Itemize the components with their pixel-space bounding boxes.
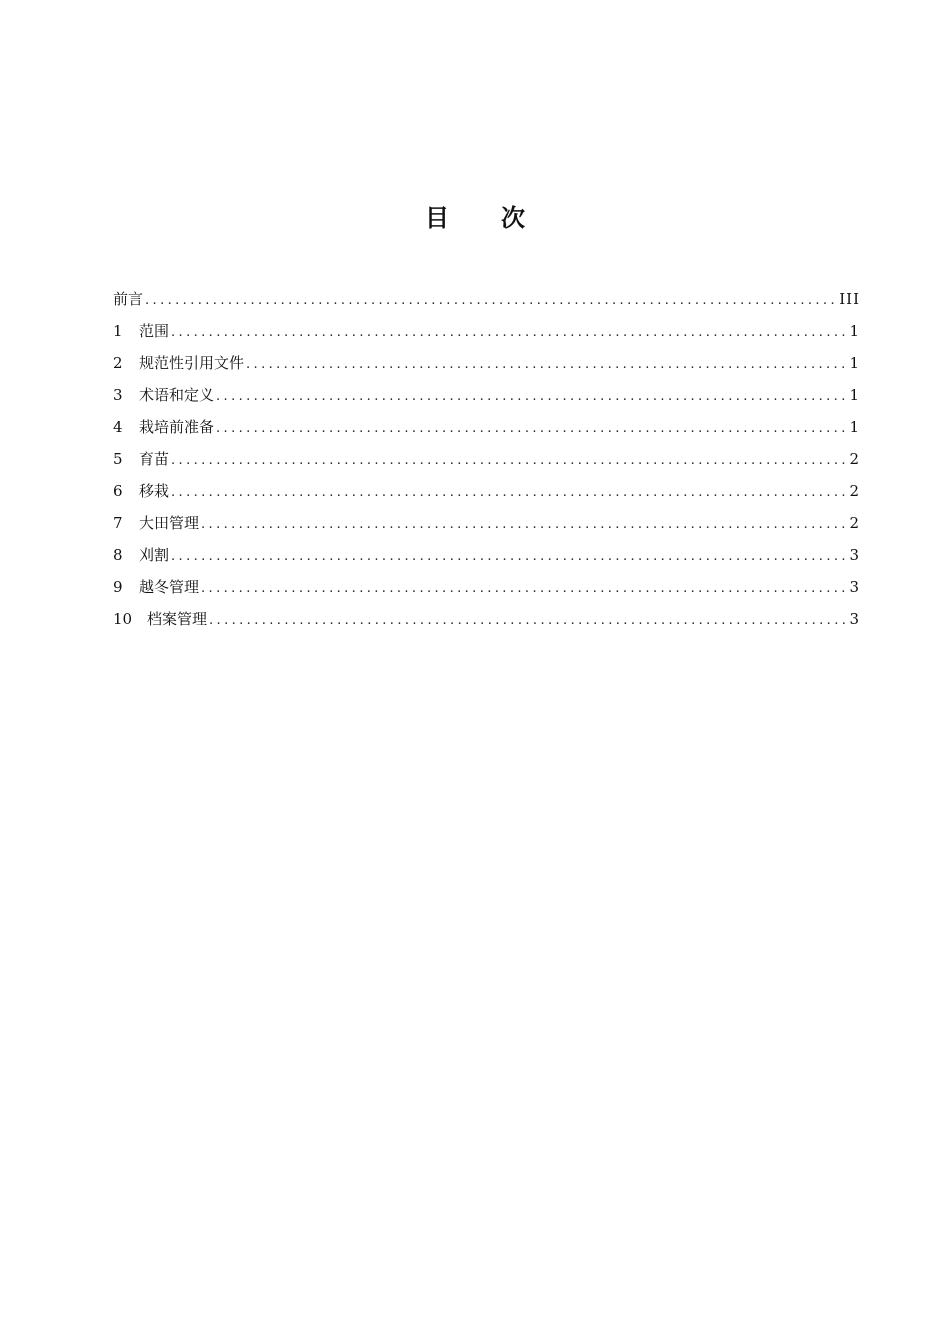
toc-page-number: III — [839, 290, 860, 308]
toc-page-number: 2 — [849, 450, 860, 468]
toc-item-label: 范围 — [139, 322, 170, 340]
toc-item-label: 刈割 — [139, 546, 170, 564]
toc-item-number: 4 — [113, 418, 123, 436]
toc-leader-dots — [171, 480, 845, 506]
toc-item-number: 2 — [113, 354, 123, 372]
toc-leader-dots — [209, 608, 845, 634]
toc-item-1[interactable] — [113, 318, 860, 350]
toc-item-5[interactable] — [113, 446, 860, 478]
toc-item-number: 10 — [113, 610, 133, 628]
toc-item-10[interactable] — [113, 606, 860, 638]
toc-item-3[interactable] — [113, 382, 860, 414]
toc-item-number: 7 — [113, 514, 123, 532]
toc-item-label: 术语和定义 — [139, 386, 215, 404]
toc-item-9[interactable] — [113, 574, 860, 606]
toc-page-number: 3 — [849, 546, 860, 564]
toc-leader-dots — [201, 512, 845, 538]
toc-leader-dots — [216, 384, 845, 410]
toc-page-number: 1 — [849, 322, 860, 340]
toc-leader-dots — [201, 576, 845, 602]
toc-leader-dots — [246, 352, 845, 378]
toc-item-label: 大田管理 — [139, 514, 200, 532]
toc-page-number: 3 — [849, 610, 860, 628]
toc-item-6[interactable] — [113, 478, 860, 510]
toc-page-number: 3 — [849, 578, 860, 596]
page-title — [0, 198, 950, 238]
toc-leader-dots — [216, 416, 845, 442]
toc-item-label: 移栽 — [139, 482, 170, 500]
toc-item-number: 5 — [113, 450, 123, 468]
toc-item-label: 档案管理 — [147, 610, 208, 628]
toc-item-number: 9 — [113, 578, 123, 596]
toc-item-8[interactable] — [113, 542, 860, 574]
toc-item-label: 栽培前准备 — [139, 418, 215, 436]
toc-page-number: 1 — [849, 386, 860, 404]
toc-item-label: 规范性引用文件 — [139, 354, 245, 372]
toc-item-number: 8 — [113, 546, 123, 564]
toc-item-number: 6 — [113, 482, 123, 500]
toc-leader-dots — [171, 320, 845, 346]
toc-leader-dots — [145, 288, 835, 314]
toc-item-4[interactable] — [113, 414, 860, 446]
toc-item-2[interactable] — [113, 350, 860, 382]
toc-page-number: 2 — [849, 514, 860, 532]
toc-leader-dots — [171, 544, 845, 570]
toc-page-number: 2 — [849, 482, 860, 500]
toc-item-label: 越冬管理 — [139, 578, 200, 596]
toc-item-label: 育苗 — [139, 450, 170, 468]
toc-page-number: 1 — [849, 418, 860, 436]
toc-item-number: 1 — [113, 322, 123, 340]
table-of-contents — [113, 286, 860, 638]
toc-item-number: 3 — [113, 386, 123, 404]
title-char-2: 次 — [501, 204, 525, 232]
toc-item-preface[interactable] — [113, 286, 860, 318]
toc-item-label: 前言 — [113, 290, 144, 308]
toc-page-number: 1 — [849, 354, 860, 372]
toc-leader-dots — [171, 448, 845, 474]
title-char-1: 目 — [425, 204, 449, 232]
toc-item-7[interactable] — [113, 510, 860, 542]
